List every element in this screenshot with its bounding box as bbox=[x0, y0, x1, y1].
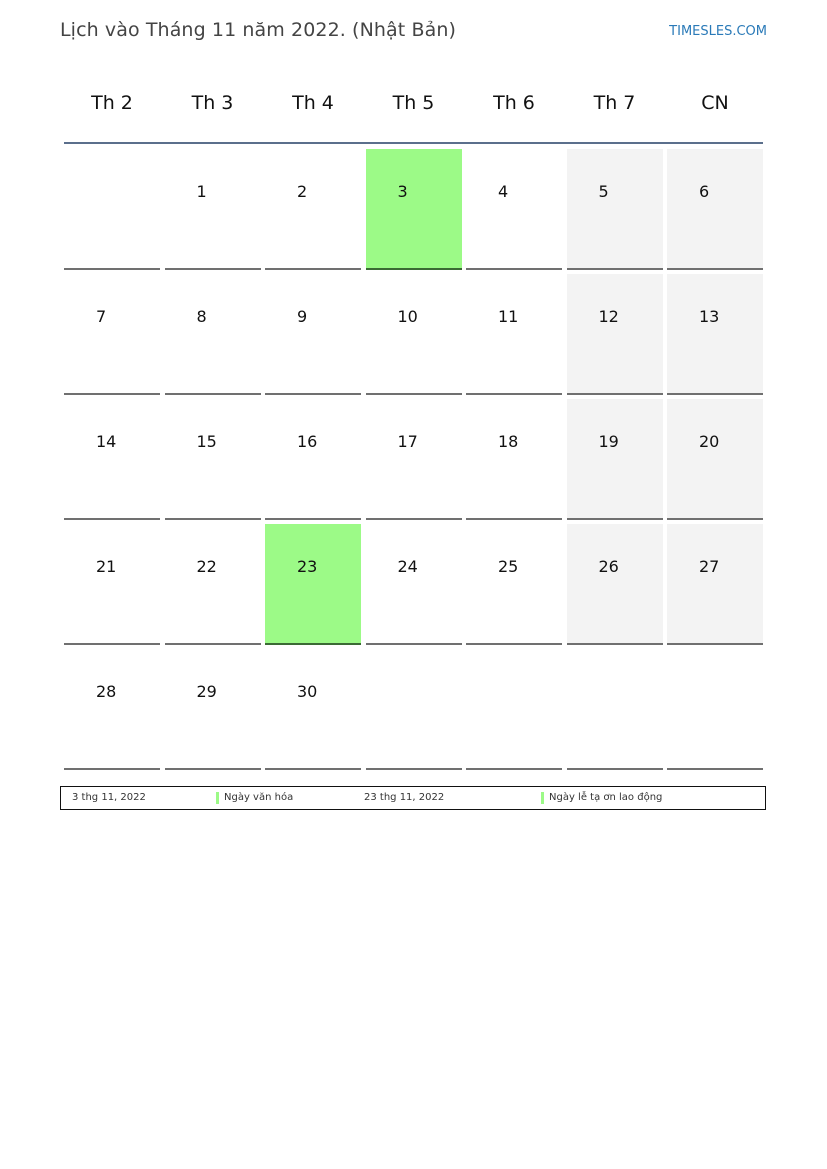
day-cell[interactable] bbox=[265, 149, 361, 270]
day-number: 20 bbox=[699, 432, 720, 451]
day-cell[interactable] bbox=[165, 524, 261, 645]
day-number: 25 bbox=[498, 557, 519, 576]
weekday-header: Th 4 bbox=[292, 92, 334, 114]
legend-date: 3 thg 11, 2022 bbox=[72, 792, 146, 803]
day-cell[interactable] bbox=[265, 649, 361, 770]
empty-day-cell bbox=[567, 649, 663, 770]
day-number: 23 bbox=[297, 557, 318, 576]
day-cell[interactable] bbox=[466, 149, 562, 270]
day-cell[interactable] bbox=[165, 274, 261, 395]
day-number: 2 bbox=[297, 182, 308, 201]
day-number: 13 bbox=[699, 307, 720, 326]
legend-color-swatch bbox=[216, 792, 219, 804]
day-cell[interactable] bbox=[64, 399, 160, 520]
day-number: 29 bbox=[196, 682, 217, 701]
day-number: 7 bbox=[96, 307, 107, 326]
day-cell[interactable] bbox=[366, 399, 462, 520]
empty-day-cell bbox=[667, 649, 763, 770]
day-cell[interactable] bbox=[165, 149, 261, 270]
day-number: 15 bbox=[196, 432, 217, 451]
holiday-day-cell[interactable] bbox=[265, 524, 361, 645]
day-cell[interactable] bbox=[667, 274, 763, 395]
day-cell[interactable] bbox=[165, 399, 261, 520]
day-cell[interactable] bbox=[366, 524, 462, 645]
day-cell[interactable] bbox=[567, 524, 663, 645]
day-number: 5 bbox=[598, 182, 609, 201]
day-number: 27 bbox=[699, 557, 720, 576]
day-number: 21 bbox=[96, 557, 117, 576]
day-number: 24 bbox=[397, 557, 418, 576]
day-cell[interactable] bbox=[667, 399, 763, 520]
day-cell[interactable] bbox=[567, 274, 663, 395]
day-cell[interactable] bbox=[366, 274, 462, 395]
legend-holiday-name: Ngày văn hóa bbox=[224, 792, 294, 803]
day-cell[interactable] bbox=[64, 649, 160, 770]
day-number: 8 bbox=[196, 307, 207, 326]
brand-link[interactable]: TIMESLES.COM bbox=[669, 24, 767, 39]
day-cell[interactable] bbox=[466, 524, 562, 645]
day-cell[interactable] bbox=[64, 524, 160, 645]
day-number: 26 bbox=[598, 557, 619, 576]
empty-day-cell bbox=[466, 649, 562, 770]
day-number: 30 bbox=[297, 682, 318, 701]
holiday-day-cell[interactable] bbox=[366, 149, 462, 270]
weekday-header: Th 5 bbox=[392, 92, 435, 114]
weekday-header: Th 2 bbox=[91, 92, 133, 114]
day-cell[interactable] bbox=[567, 399, 663, 520]
weekday-header: Th 3 bbox=[191, 92, 234, 114]
day-number: 9 bbox=[297, 307, 308, 326]
day-number: 4 bbox=[498, 182, 509, 201]
day-number: 16 bbox=[297, 432, 318, 451]
day-cell[interactable] bbox=[466, 399, 562, 520]
page-title: Lịch vào Tháng 11 năm 2022. (Nhật Bản) bbox=[60, 19, 456, 41]
holiday-legend bbox=[60, 786, 766, 810]
weekday-header: Th 7 bbox=[593, 92, 636, 114]
day-cell[interactable] bbox=[265, 399, 361, 520]
legend-color-swatch bbox=[541, 792, 544, 804]
day-cell[interactable] bbox=[265, 274, 361, 395]
day-number: 6 bbox=[699, 182, 710, 201]
day-number: 12 bbox=[598, 307, 619, 326]
day-cell[interactable] bbox=[667, 524, 763, 645]
weekday-header: CN bbox=[701, 92, 729, 114]
legend-holiday-name: Ngày lễ tạ ơn lao động bbox=[549, 792, 663, 803]
day-number: 14 bbox=[96, 432, 117, 451]
legend-date: 23 thg 11, 2022 bbox=[364, 792, 445, 803]
day-number: 10 bbox=[397, 307, 418, 326]
day-cell[interactable] bbox=[165, 649, 261, 770]
day-number: 17 bbox=[397, 432, 418, 451]
day-number: 11 bbox=[498, 307, 519, 326]
calendar-grid bbox=[64, 149, 763, 770]
weekday-header-row bbox=[64, 80, 763, 144]
day-number: 19 bbox=[598, 432, 619, 451]
empty-day-cell bbox=[366, 649, 462, 770]
day-number: 22 bbox=[196, 557, 217, 576]
day-cell[interactable] bbox=[466, 274, 562, 395]
day-cell[interactable] bbox=[567, 149, 663, 270]
day-cell[interactable] bbox=[64, 274, 160, 395]
weekday-header: Th 6 bbox=[493, 92, 535, 114]
day-number: 28 bbox=[96, 682, 117, 701]
day-number: 1 bbox=[196, 182, 207, 201]
day-number: 18 bbox=[498, 432, 519, 451]
empty-day-cell bbox=[64, 149, 160, 270]
day-cell[interactable] bbox=[667, 149, 763, 270]
day-number: 3 bbox=[397, 182, 408, 201]
